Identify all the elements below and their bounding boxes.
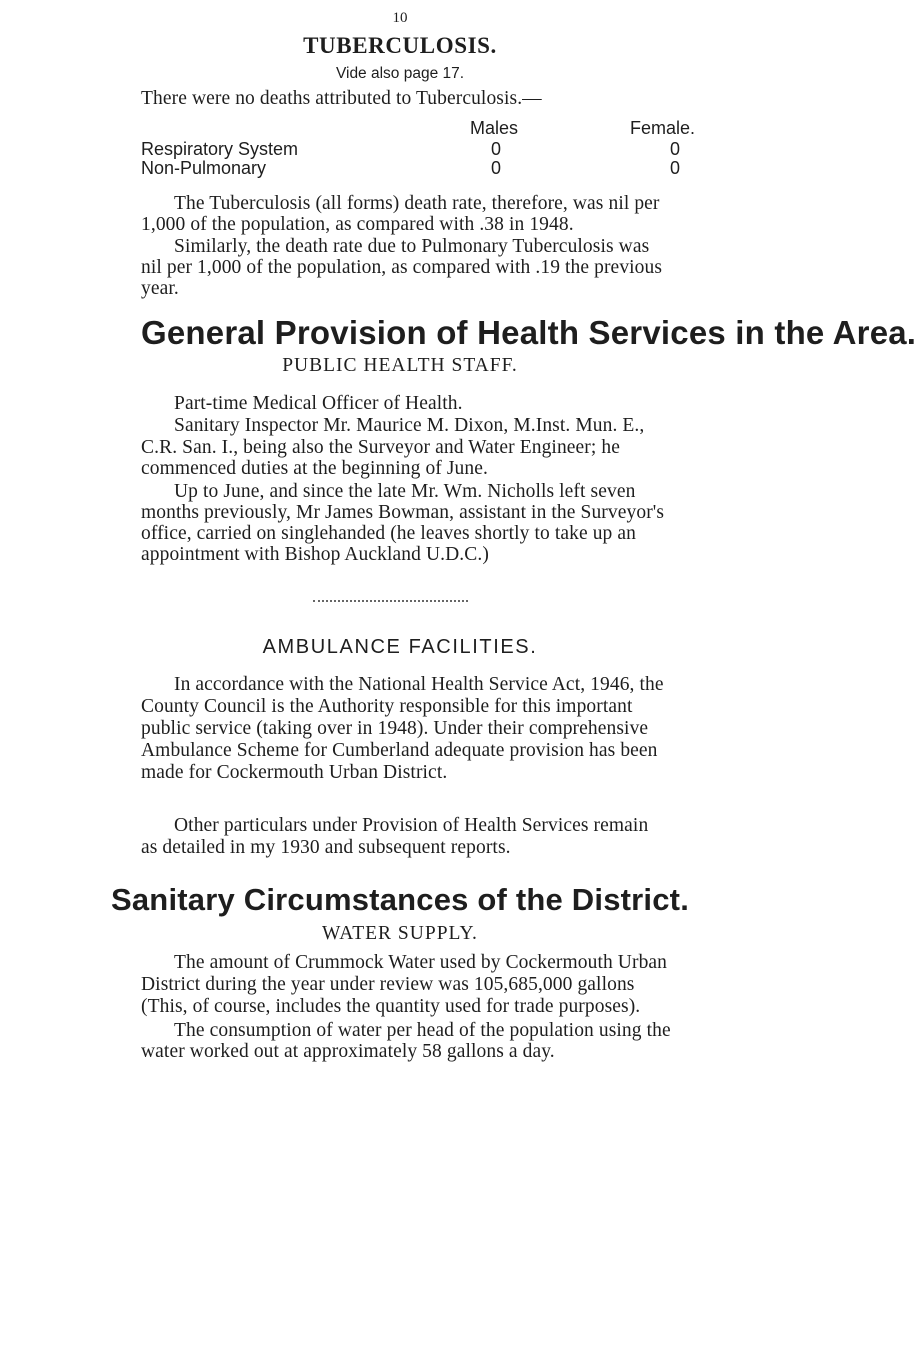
table-row-label: Non-Pulmonary — [141, 158, 267, 178]
body-line: appointment with Bishop Auckland U.D.C.) — [141, 544, 489, 565]
body-line: County Council is the Authority responsible for this important — [141, 696, 633, 717]
section-title-ambulance: AMBULANCE FACILITIES. — [262, 636, 538, 658]
body-line: Ambulance Scheme for Cumberland adequate provision has been — [141, 740, 658, 761]
body-line: nil per 1,000 of the population, as compared with .19 the previous — [141, 257, 663, 278]
column-header-female: Female. — [630, 118, 696, 138]
body-line: commenced duties at the beginning of June. — [141, 458, 488, 479]
body-line: water worked out at approximately 58 gallons a day. — [141, 1041, 555, 1062]
table-cell-female: 0 — [670, 158, 681, 178]
body-line: Part-time Medical Officer of Health. — [174, 393, 463, 414]
body-line: Sanitary Inspector Mr. Maurice M. Dixon, M.Inst. Mun. E., — [174, 415, 645, 436]
table-row-label: Respiratory System — [141, 139, 299, 159]
table-cell-males: 0 — [491, 139, 502, 159]
dotted-separator — [313, 600, 468, 602]
body-line: The amount of Crummock Water used by Cockermouth Urban — [174, 952, 668, 973]
body-line: Up to June, and since the late Mr. Wm. Nicholls left seven — [174, 481, 636, 502]
table-cell-males: 0 — [491, 158, 502, 178]
section-title-sanitary: Sanitary Circumstances of the District. — [110, 882, 690, 917]
column-header-males: Males — [470, 118, 519, 138]
body-line: office, carried on singlehanded (he leaves shortly to take up an — [141, 523, 636, 544]
body-line: The Tuberculosis (all forms) death rate, therefore, was nil per — [174, 193, 660, 214]
see-also-note: Vide also page 17. — [335, 65, 465, 82]
body-line: Similarly, the death rate due to Pulmonary Tuberculosis was — [174, 236, 650, 257]
table-cell-female: 0 — [670, 139, 681, 159]
body-line: public service (taking over in 1948). Under their comprehensive — [141, 718, 649, 739]
body-line: The consumption of water per head of the population using the — [174, 1020, 671, 1041]
body-line: Other particulars under Provision of Health Services remain — [174, 815, 649, 836]
body-line: (This, of course, includes the quantity used for trade purposes). — [141, 996, 641, 1017]
section-title-tuberculosis: TUBERCULOSIS. — [303, 33, 497, 58]
subheading-water-supply: WATER SUPPLY. — [322, 923, 478, 944]
body-line: In accordance with the National Health Service Act, 1946, the — [174, 674, 664, 695]
body-line: year. — [141, 278, 179, 299]
subheading-public-health-staff: PUBLIC HEALTH STAFF. — [282, 355, 518, 376]
body-line: months previously, Mr James Bowman, assistant in the Surveyor's — [141, 502, 665, 523]
body-line: 1,000 of the population, as compared with .38 in 1948. — [141, 214, 574, 235]
page-number: 10 — [392, 10, 408, 26]
section-title-general-provision: General Provision of Health Services in the Area. — [141, 314, 916, 351]
body-line: as detailed in my 1930 and subsequent reports. — [141, 837, 511, 858]
tuberculosis-intro: There were no deaths attributed to Tuberculosis.— — [141, 88, 542, 109]
body-line: made for Cockermouth Urban District. — [141, 762, 448, 783]
body-line: District during the year under review was 105,685,000 gallons — [141, 974, 635, 995]
body-line: C.R. San. I., being also the Surveyor and Water Engineer; he — [141, 437, 620, 458]
